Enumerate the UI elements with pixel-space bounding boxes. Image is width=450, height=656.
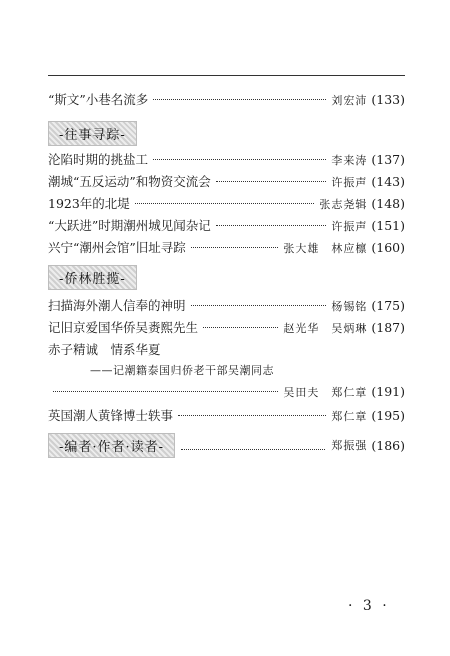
- entry-page: (137): [371, 152, 405, 167]
- entry-author: 李来涛: [331, 154, 368, 167]
- toc-entry: [48, 172, 405, 190]
- leader-dots: [191, 305, 327, 306]
- entry-title-multiline: 赤子精诚 情系华夏: [48, 342, 161, 357]
- entry-page: (151): [371, 218, 405, 233]
- leader-dots: [153, 99, 326, 100]
- entry-page: (187): [371, 320, 405, 335]
- leader-dots: [135, 203, 315, 204]
- leader-dots: [216, 181, 327, 182]
- entry-author: 许振声: [331, 220, 368, 233]
- toc-entry: [48, 216, 405, 234]
- toc-entry: [48, 406, 405, 424]
- entry-author: 郑仁章: [331, 410, 368, 423]
- section-heading: [48, 434, 405, 456]
- section-heading: [48, 122, 405, 144]
- entry-author: 赵光华: [283, 322, 320, 335]
- entry-author: 张大雄: [283, 242, 320, 255]
- toc-entry: [48, 90, 405, 108]
- entry-page: (143): [371, 174, 405, 189]
- entry-title: “斯文”小巷名流多: [48, 92, 149, 107]
- leader-dots: [203, 327, 278, 328]
- entry-page: (186): [371, 437, 405, 453]
- toc-entry: [48, 238, 405, 256]
- leader-dots: [178, 415, 326, 416]
- page-number: · 3 ·: [348, 598, 390, 614]
- leader-dots: [216, 225, 327, 226]
- leader-dots: [53, 391, 278, 392]
- entry-author: 杨锡铭: [331, 300, 368, 313]
- section-heading: [48, 266, 405, 288]
- section-title: -往事寻踪-: [48, 121, 137, 146]
- entry-title: 记旧京爱国华侨吴赉熙先生: [48, 320, 199, 335]
- entry-title: 兴宁“潮州会馆”旧址寻踪: [48, 240, 186, 255]
- entry-author-second: 郑仁章: [331, 386, 368, 399]
- toc-entry: [48, 150, 405, 168]
- entry-author: 吴田夫: [283, 386, 320, 399]
- leader-dots: [153, 159, 326, 160]
- entry-page: (148): [371, 196, 405, 211]
- section-title: -侨林胜揽-: [48, 265, 137, 290]
- toc-entry: [48, 194, 405, 212]
- entry-title: 1923年的北堤: [48, 196, 130, 211]
- entry-subtitle: ——记潮籍泰国归侨老干部吴潮同志: [90, 364, 274, 377]
- section-title: -编者·作者·读者-: [48, 433, 175, 458]
- top-rule: [48, 75, 405, 76]
- entry-page: (175): [371, 298, 405, 313]
- entry-title: 沦陷时期的挑盐工: [48, 152, 149, 167]
- toc-entry: [48, 384, 405, 402]
- entry-page: (160): [371, 240, 405, 255]
- entry-title: “大跃进”时期潮州城见闻杂记: [48, 218, 211, 233]
- entry-author: 许振声: [331, 176, 368, 189]
- entry-author-second: 林应檩: [331, 242, 368, 255]
- entry-author: 张志尧辑: [319, 198, 368, 211]
- entry-author-second: 吴炳琳: [331, 322, 368, 335]
- toc-entry: [48, 296, 405, 314]
- leader-dots: [191, 247, 279, 248]
- entry-title: 英国潮人黄锋博士轶事: [48, 408, 174, 423]
- entry-title: 扫描海外潮人信奉的神明: [48, 298, 186, 313]
- entry-page: (133): [371, 92, 405, 107]
- entry-author: 郑振强: [331, 439, 368, 452]
- entry-title: 潮城“五反运动”和物资交流会: [48, 174, 211, 189]
- toc-entry: [48, 318, 405, 336]
- entry-page: (195): [371, 408, 405, 423]
- entry-author: 刘宏沛: [331, 94, 368, 107]
- entry-page: (191): [371, 384, 405, 399]
- leader-dots: [181, 449, 325, 450]
